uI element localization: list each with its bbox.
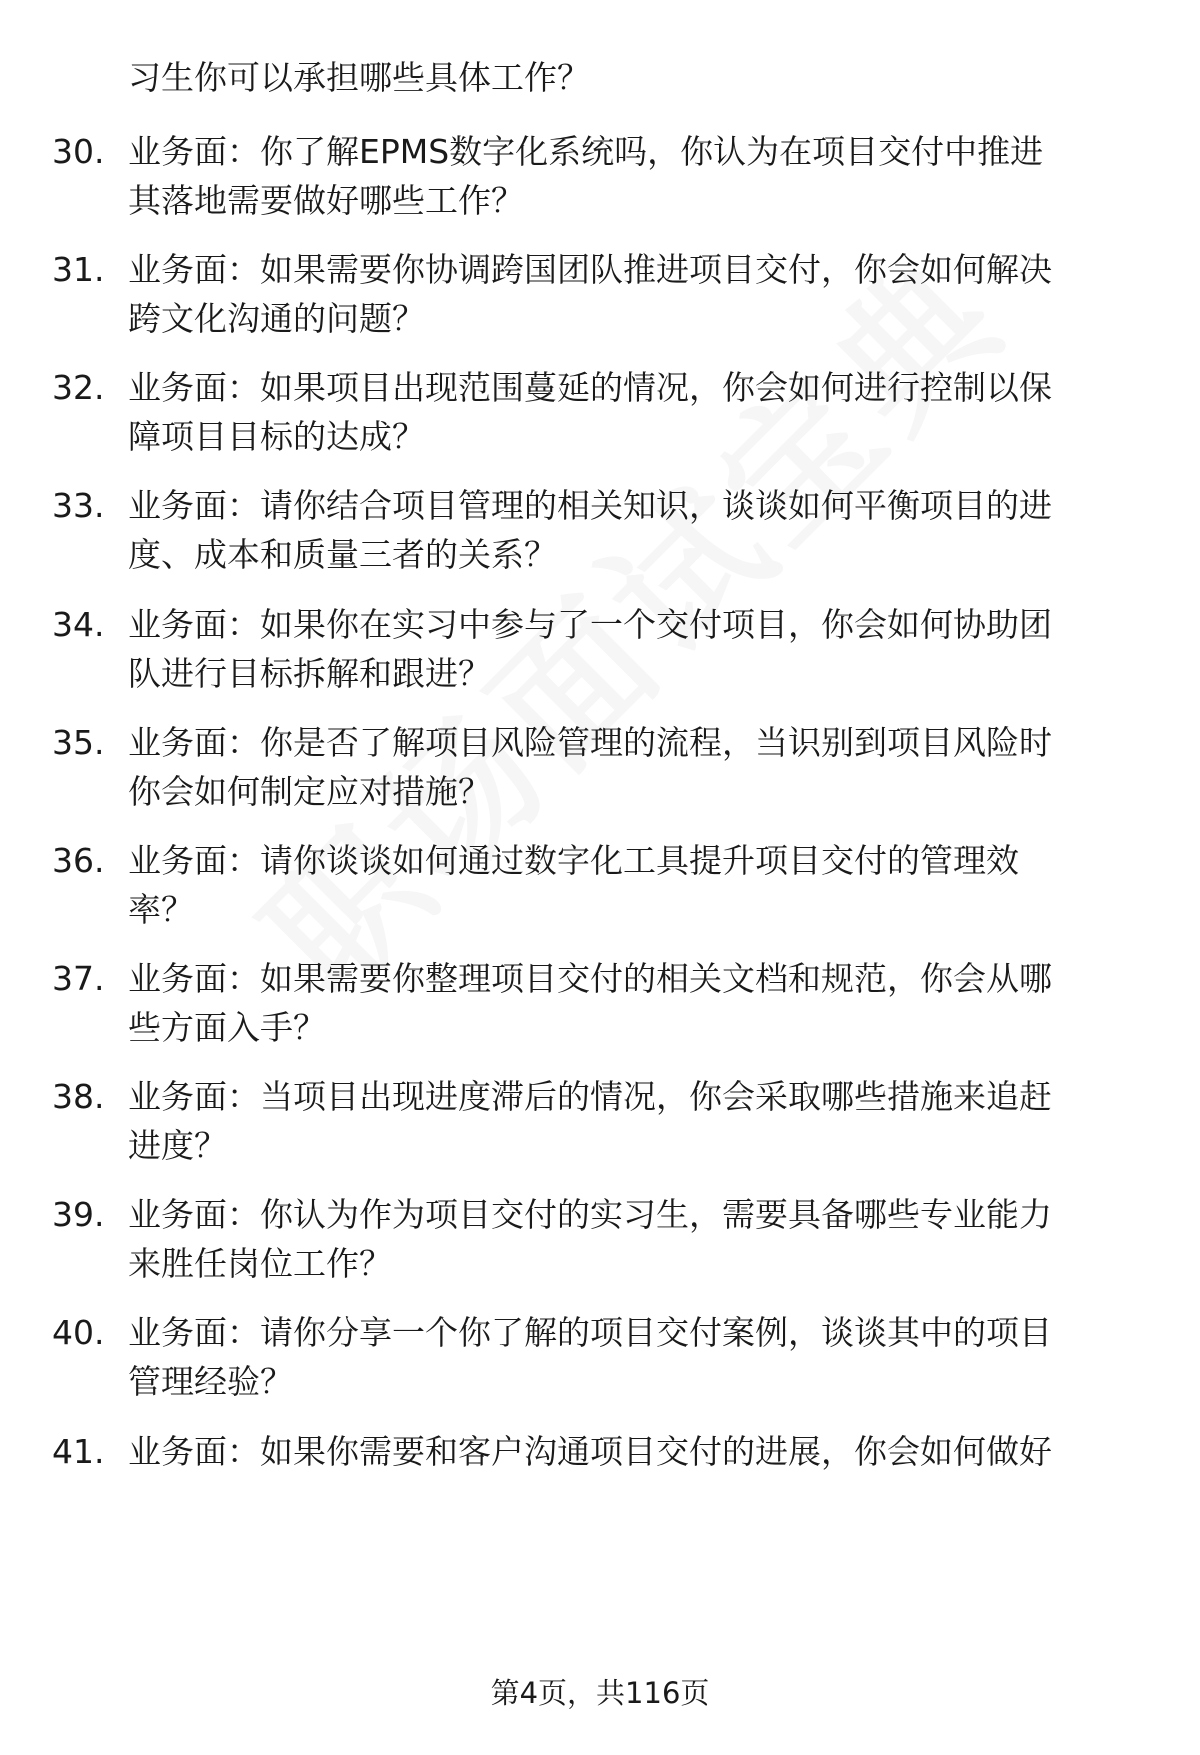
question-item (0, 127, 1200, 225)
question-line: 管理经验？ (128, 1362, 293, 1401)
question-line: 跨文化沟通的问题？ (128, 299, 425, 338)
question-item (0, 954, 1200, 1052)
question-line: 些方面入手？ (128, 1008, 326, 1047)
question-line: 业务面：如果你在实习中参与了一个交付项目，你会如何协助团 (128, 605, 1052, 644)
question-number: 36. (52, 841, 105, 880)
question-item (0, 718, 1200, 816)
question-item (0, 600, 1200, 698)
question-number: 34. (52, 605, 105, 644)
question-number: 38. (52, 1077, 105, 1116)
question-line: 率？ (128, 890, 194, 929)
question-number: 41. (52, 1432, 105, 1471)
page-footer: 第4页，共116页 (490, 1676, 710, 1710)
question-number: 35. (52, 723, 105, 762)
question-line: 业务面：你认为作为项目交付的实习生，需要具备哪些专业能力 (128, 1195, 1052, 1234)
question-line: 业务面：请你结合项目管理的相关知识，谈谈如何平衡项目的进 (128, 486, 1052, 525)
question-line: 障项目目标的达成？ (128, 417, 425, 456)
question-item (0, 1308, 1200, 1406)
question-number: 31. (52, 250, 105, 289)
question-line: 业务面：如果你需要和客户沟通项目交付的进展，你会如何做好 (128, 1432, 1052, 1471)
question-line: 来胜任岗位工作？ (128, 1244, 392, 1283)
question-line: 业务面：你了解EPMS数字化系统吗，你认为在项目交付中推进 (128, 132, 1044, 171)
question-line: 业务面：你是否了解项目风险管理的流程，当识别到项目风险时 (128, 723, 1052, 762)
question-item (0, 1072, 1200, 1170)
question-item (0, 1190, 1200, 1288)
question-number: 39. (52, 1195, 105, 1234)
question-number: 33. (52, 486, 105, 525)
question-item (0, 245, 1200, 343)
question-item (0, 1427, 1200, 1476)
question-line: 业务面：当项目出现进度滞后的情况，你会采取哪些措施来追赶 (128, 1077, 1052, 1116)
question-line: 习生你可以承担哪些具体工作？ (128, 58, 590, 97)
question-number: 32. (52, 368, 105, 407)
question-line: 其落地需要做好哪些工作？ (128, 181, 524, 220)
question-item (0, 836, 1200, 934)
question-continuation (0, 53, 1200, 102)
question-line: 业务面：如果项目出现范围蔓延的情况，你会如何进行控制以保 (128, 368, 1052, 407)
question-number: 40. (52, 1313, 105, 1352)
question-item (0, 481, 1200, 579)
question-line: 度、成本和质量三者的关系？ (128, 535, 557, 574)
question-item (0, 363, 1200, 461)
question-line: 业务面：请你分享一个你了解的项目交付案例，谈谈其中的项目 (128, 1313, 1052, 1352)
question-line: 你会如何制定应对措施？ (128, 772, 491, 811)
question-line: 业务面：如果需要你协调跨国团队推进项目交付，你会如何解决 (128, 250, 1052, 289)
question-line: 进度？ (128, 1126, 227, 1165)
question-number: 37. (52, 959, 105, 998)
question-line: 队进行目标拆解和跟进？ (128, 654, 491, 693)
question-line: 业务面：如果需要你整理项目交付的相关文档和规范，你会从哪 (128, 959, 1052, 998)
question-number: 30. (52, 132, 105, 171)
question-line: 业务面：请你谈谈如何通过数字化工具提升项目交付的管理效 (128, 841, 1019, 880)
